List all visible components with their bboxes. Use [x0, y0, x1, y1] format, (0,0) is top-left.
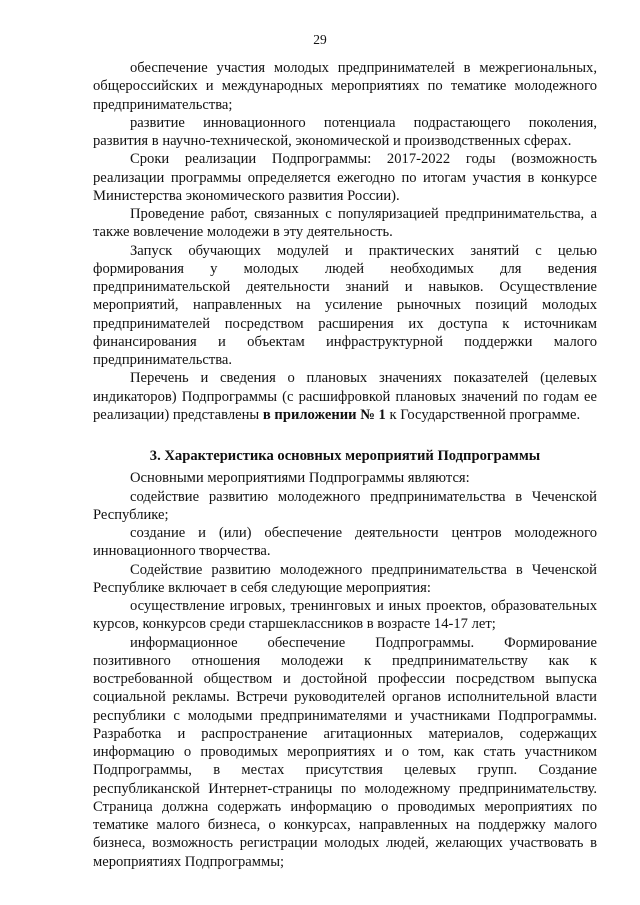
appendix-reference: в приложении № 1 [262, 406, 386, 423]
paragraph-promotion-includes: Содействие развитию молодежного предпринимательства в Чеченской Республике включает в себя следующие мероприятия: [93, 561, 597, 596]
paragraph-youth-entrepreneurship: содействие развитию молодежного предпринимательства в Чеченской Республике; [93, 488, 597, 523]
paragraph-games-trainings: осуществление игровых, тренинговых и иных проектов, образовательных курсов, конкурсов среди старшеклассников в возрасте 14-17 лет; [93, 598, 597, 633]
page-number: 29 [313, 32, 327, 47]
paragraph-innovation-potential: развитие инновационного потенциала подрастающего поколения, развития в научно-технической, экономической и производственных сферах. [93, 114, 597, 149]
paragraph-innovation-centers: создание и (или) обеспечение деятельности центров молодежного инновационного творчества. [93, 525, 597, 560]
paragraph-implementation-period: Сроки реализации Подпрограммы: 2017-2022 годы (возможность реализации программы определяется ежегодно по итогам участия в конкурсе Министерства экономического развития России). [93, 151, 597, 204]
paragraph-participation: обеспечение участия молодых предпринимателей в межрегиональных, общероссийских и международных мероприятиях по тематике молодежного предпринимательства; [93, 60, 597, 113]
section-heading: 3. Характеристика основных мероприятий Подпрограммы [149, 448, 541, 464]
paragraph-popularization: Проведение работ, связанных с популяризацией предпринимательства, а также вовлечение молодежи в эту деятельность. [93, 206, 597, 241]
paragraph-indicators [93, 369, 597, 424]
paragraph-main-activities: Основными мероприятиями Подпрограммы являются: [130, 470, 470, 487]
indicators-text-before: Перечень и сведения о плановых значениях показателей (целевых индикаторов) Подпрограммы (с расшифровкой плановых значений по годам ее реализации) представлены [93, 370, 597, 423]
indicators-text-after: к Государственной программе. [385, 406, 581, 423]
paragraph-training-modules: Запуск обучающих модулей и практических занятий с целью формирования у молодых людей необходимых для ведения предпринимательской деятельности знаний и навыков. Осуществление мероприятий, направленных на усиление рыночных позиций молодых предпринимателей посредством расширения их доступа к источникам финансирования и объектам инфраструктурной поддержки малого предпринимательства. [93, 242, 597, 368]
paragraph-information-support: информационное обеспечение Подпрограммы. Формирование позитивного отношения молодежи к предпринимательству как к востребованной обществом и достойной профессии посредством выпуска социальной рекламы. Встречи руководителей органов исполнительной власти республики с молодыми предпринимателями и участниками Подпрограммы. Разработка и распространение агитационных материалов, содержащих информацию о проводимых мероприятиях и о том, как стать участником Подпрограммы, в местах присутствия целевых групп. Создание республиканской Интернет-страницы по молодежному предпринимательству. Страница должна содержать информацию о проводимых мероприятиях по тематике малого бизнеса, о конкурсах, направленных на поддержку малого бизнеса, возможность регистрации молодых людей, желающих участвовать в мероприятиях Подпрограммы; [93, 634, 597, 870]
document-body [93, 59, 597, 871]
